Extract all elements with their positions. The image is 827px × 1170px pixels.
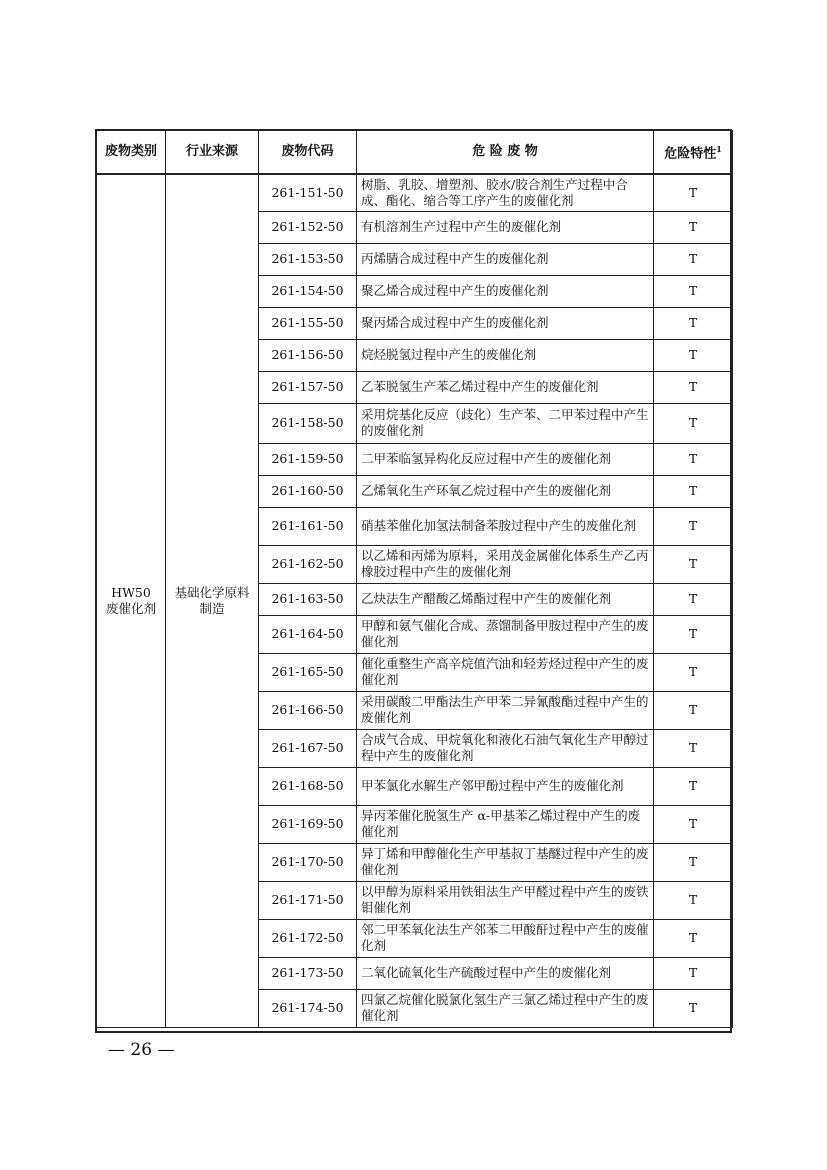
category-code: HW50 [111,584,151,600]
hazard-characteristic-cell: T [654,174,733,211]
waste-code-cell: 261-160-50 [259,475,357,507]
hazard-characteristic-cell: T [654,989,733,1027]
hazardous-waste-cell: 乙烯氧化生产环氧乙烷过程中产生的废催化剂 [357,475,654,507]
waste-code-cell: 261-154-50 [259,275,357,307]
hazard-characteristic-cell: T [654,583,733,615]
hazardous-waste-cell: 丙烯腈合成过程中产生的废催化剂 [357,243,654,275]
page-number: — 26 — [108,1040,175,1060]
header-characteristic [654,131,733,175]
waste-code-cell: 261-167-50 [259,729,357,767]
hazardous-waste-cell: 聚丙烯合成过程中产生的废催化剂 [357,307,654,339]
hazardous-waste-cell: 邻二甲苯氧化法生产邻苯二甲酸酐过程中产生的废催化剂 [357,919,654,957]
hazardous-waste-cell: 树脂、乳胶、增塑剂、胶水/胶合剂生产过程中合成、酯化、缩合等工序产生的废催化剂 [357,174,654,211]
hazardous-waste-cell: 硝基苯催化加氢法制备苯胺过程中产生的废催化剂 [357,507,654,545]
hazardous-waste-cell: 四氯乙烷催化脱氯化氢生产三氯乙烯过程中产生的废催化剂 [357,989,654,1027]
hazard-characteristic-cell: T [654,339,733,371]
hazard-characteristic-cell: T [654,919,733,957]
hazardous-waste-cell: 催化重整生产高辛烷值汽油和轻芳烃过程中产生的废催化剂 [357,653,654,691]
hazardous-waste-cell: 乙炔法生产醋酸乙烯酯过程中产生的废催化剂 [357,583,654,615]
header-code: 废物代码 [259,131,357,175]
hazardous-waste-cell: 乙苯脱氢生产苯乙烯过程中产生的废催化剂 [357,371,654,403]
hazard-characteristic-cell: T [654,371,733,403]
waste-code-cell: 261-168-50 [259,767,357,805]
category-cell [97,174,166,1027]
hazard-characteristic-cell: T [654,475,733,507]
hazardous-waste-cell: 合成气合成、甲烷氧化和液化石油气氧化生产甲醇过程中产生的废催化剂 [357,729,654,767]
source-line-1: 基础化学原料 [174,584,250,600]
header-source: 行业来源 [166,131,259,175]
hazardous-waste-cell: 异丙苯催化脱氢生产 α-甲基苯乙烯过程中产生的废催化剂 [357,805,654,843]
hazardous-waste-cell: 以甲醇为原料采用铁钼法生产甲醛过程中产生的废铁钼催化剂 [357,881,654,919]
waste-code-cell: 261-159-50 [259,443,357,475]
hazard-characteristic-cell: T [654,805,733,843]
hazard-characteristic-cell: T [654,957,733,989]
hazardous-waste-cell: 采用碳酸二甲酯法生产甲苯二异氰酸酯过程中产生的废催化剂 [357,691,654,729]
hazardous-waste-cell: 采用烷基化反应（歧化）生产苯、二甲苯过程中产生的废催化剂 [357,403,654,443]
hazard-characteristic-cell: T [654,307,733,339]
hazard-characteristic-cell: T [654,545,733,583]
header-characteristic-label: 危险特性 [664,146,717,162]
header-hazard: 危 险 废 物 [357,131,654,175]
waste-code-cell: 261-161-50 [259,507,357,545]
hazard-characteristic-cell: T [654,691,733,729]
waste-code-cell: 261-172-50 [259,919,357,957]
table-row [97,174,733,211]
hazard-characteristic-cell: T [654,275,733,307]
hazard-characteristic-cell: T [654,403,733,443]
hazardous-waste-cell: 甲苯氯化水解生产邻甲酚过程中产生的废催化剂 [357,767,654,805]
waste-code-cell: 261-155-50 [259,307,357,339]
header-category: 废物类别 [97,131,166,175]
table-header-row [97,131,733,175]
hazardous-waste-cell: 以乙烯和丙烯为原料，采用茂金属催化体系生产乙丙橡胶过程中产生的废催化剂 [357,545,654,583]
hazard-characteristic-cell: T [654,881,733,919]
waste-code-cell: 261-165-50 [259,653,357,691]
hazard-characteristic-cell: T [654,507,733,545]
hazard-characteristic-cell: T [654,243,733,275]
hazard-characteristic-cell: T [654,729,733,767]
hazardous-waste-cell: 二甲苯临氢异构化反应过程中产生的废催化剂 [357,443,654,475]
waste-code-cell: 261-170-50 [259,843,357,881]
table-body [97,174,733,1027]
waste-code-cell: 261-157-50 [259,371,357,403]
hazardous-waste-cell: 烷烃脱氢过程中产生的废催化剂 [357,339,654,371]
waste-code-cell: 261-151-50 [259,174,357,211]
footnote-marker: 1 [716,144,722,155]
hazard-characteristic-cell: T [654,443,733,475]
hazardous-waste-cell: 有机溶剂生产过程中产生的废催化剂 [357,211,654,243]
hazardous-waste-cell: 二氧化硫氧化生产硫酸过程中产生的废催化剂 [357,957,654,989]
waste-code-cell: 261-163-50 [259,583,357,615]
source-line-2: 制造 [199,600,225,616]
waste-code-cell: 261-156-50 [259,339,357,371]
category-name: 废催化剂 [105,600,156,616]
source-cell [166,174,259,1027]
waste-code-cell: 261-169-50 [259,805,357,843]
waste-code-cell: 261-164-50 [259,615,357,653]
hazard-characteristic-cell: T [654,653,733,691]
waste-code-cell: 261-171-50 [259,881,357,919]
hazard-characteristic-cell: T [654,615,733,653]
hazard-characteristic-cell: T [654,843,733,881]
hazardous-waste-cell: 聚乙烯合成过程中产生的废催化剂 [357,275,654,307]
waste-code-cell: 261-173-50 [259,957,357,989]
hazard-characteristic-cell: T [654,767,733,805]
waste-code-cell: 261-158-50 [259,403,357,443]
waste-code-cell: 261-162-50 [259,545,357,583]
hazard-characteristic-cell: T [654,211,733,243]
hazardous-waste-table [96,130,733,1028]
waste-code-cell: 261-153-50 [259,243,357,275]
waste-code-cell: 261-152-50 [259,211,357,243]
hazardous-waste-cell: 甲醇和氨气催化合成、蒸馏制备甲胺过程中产生的废催化剂 [357,615,654,653]
waste-code-cell: 261-166-50 [259,691,357,729]
hazardous-waste-cell: 异丁烯和甲醇催化生产甲基叔丁基醚过程中产生的废催化剂 [357,843,654,881]
waste-code-cell: 261-174-50 [259,989,357,1027]
